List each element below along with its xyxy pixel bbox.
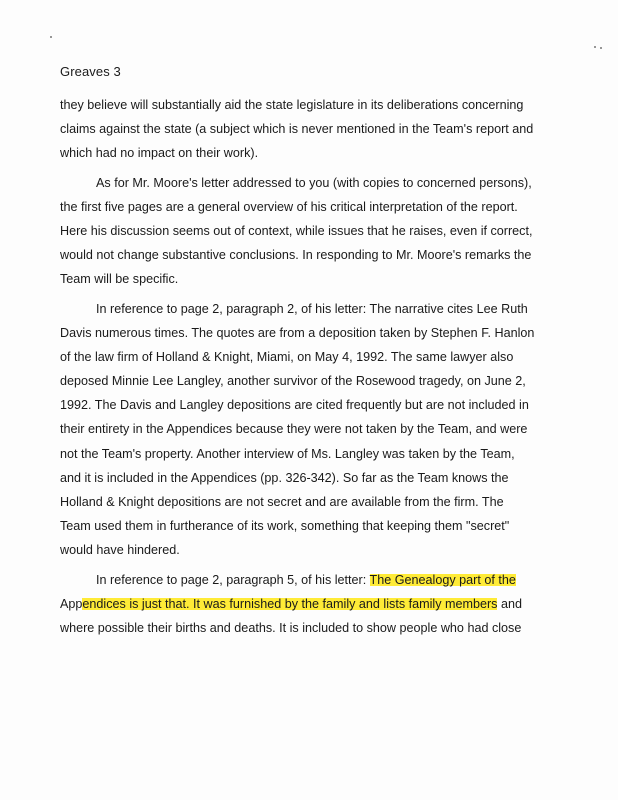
text-line: and it is included in the Appendices (pp. 326-342). So far as the Team knows the <box>60 470 509 485</box>
text-line: Team will be specific. <box>60 272 179 287</box>
text-line: of the law firm of Holland & Knight, Miami, on May 4, 1992. The same lawyer also <box>60 349 514 364</box>
text-line: where possible their births and deaths. It is included to show people who had close <box>60 620 522 635</box>
text-line: would not change substantive conclusions. In responding to Mr. Moore's remarks the <box>60 248 532 263</box>
text-line: claims against the state (a subject which is never mentioned in the Team's report and <box>60 122 534 137</box>
text-line: In reference to page 2, paragraph 2, of his letter: The narrative cites Lee Ruth <box>96 301 528 316</box>
text-line: deposed Minnie Lee Langley, another survivor of the Rosewood tragedy, on June 2, <box>60 374 526 389</box>
text-line: the first five pages are a general overview of his critical interpretation of the report. <box>60 199 518 214</box>
scan-speck <box>594 46 596 48</box>
text-line: 1992. The Davis and Langley depositions are cited frequently but are not included in <box>60 398 529 413</box>
highlighted-text: endices is just that. It was furnished by the family and lists family members <box>82 596 498 611</box>
text-line: Team used them in furtherance of its work, something that keeping them "secret" <box>60 519 510 534</box>
text-line: Holland & Knight depositions are not secret and are available from the firm. The <box>60 495 504 509</box>
text-line: which had no impact on their work). <box>60 146 259 161</box>
document-body <box>60 96 560 643</box>
paragraph <box>60 571 560 644</box>
paragraph <box>60 174 560 295</box>
paragraph <box>60 300 560 566</box>
text-line: As for Mr. Moore's letter addressed to you (with copies to concerned persons), <box>96 175 532 190</box>
scan-speck <box>50 36 52 38</box>
text-line: Davis numerous times. The quotes are from a deposition taken by Stephen F. Hanlon <box>60 325 535 340</box>
scan-speck <box>600 47 602 49</box>
highlighted-text: The Genealogy part of the <box>369 572 516 587</box>
page-header: Greaves 3 <box>60 64 121 79</box>
text-segment: App <box>60 596 83 611</box>
text-line: they believe will substantially aid the state legislature in its deliberations concerning <box>60 98 524 112</box>
paragraph <box>60 96 560 169</box>
text-segment: In reference to page 2, paragraph 5, of his letter: <box>96 572 370 587</box>
text-line: Here his discussion seems out of context, while issues that he raises, even if correct, <box>60 223 533 238</box>
text-line: would have hindered. <box>60 543 180 558</box>
text-line: their entirety in the Appendices because they were not taken by the Team, and were <box>60 422 528 437</box>
text-line: not the Team's property. Another interview of Ms. Langley was taken by the Team, <box>60 446 515 461</box>
text-segment: and <box>497 596 522 611</box>
text-line <box>60 595 560 619</box>
text-line <box>60 571 560 595</box>
